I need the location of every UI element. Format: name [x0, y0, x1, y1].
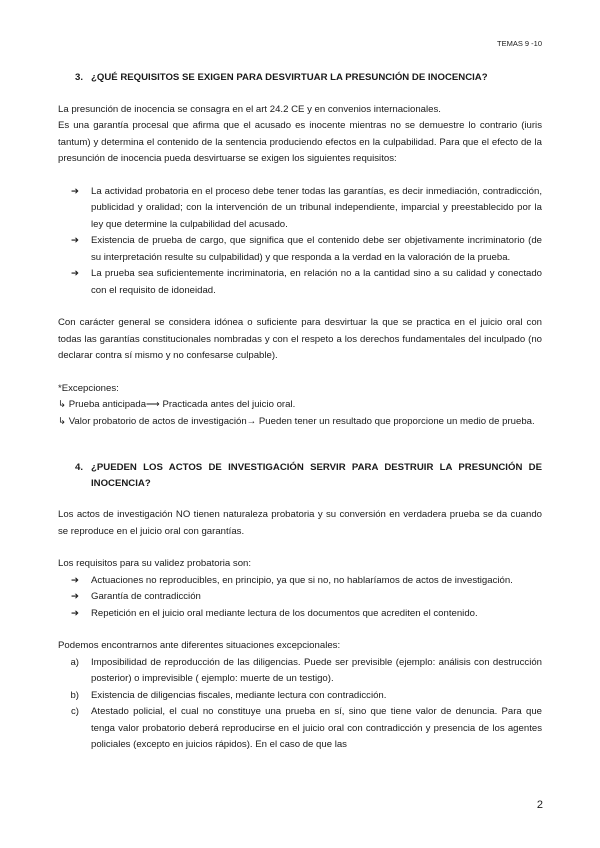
section-3-number: 3.: [74, 72, 83, 83]
page-header: TEMAS 9 -10: [496, 39, 542, 48]
list-item-text: Repetición en el juicio oral mediante lectura de los documentos que acrediten el contenido.: [91, 607, 478, 619]
arrow-bullet-icon: ➔: [70, 268, 79, 279]
list-item-text: Garantía de contradicción: [91, 591, 201, 602]
section-4-title: ¿PUEDEN LOS ACTOS DE INVESTIGACIÓN SERVIR PARA DESTRUIR LA PRESUNCIÓN DE INOCENCIA?: [91, 462, 542, 489]
list-item-text: La prueba sea suficientemente incriminatoria, en relación no a la cantidad sino a su calidad y conectado con el requisito de idoneidad.: [91, 268, 542, 296]
section-3-intro-2: Es una garantía procesal que afirma que el acusado es inocente mientras no se demuestre lo contrario (iuris tantum) y determina el contenido de la sentencia produciendo efectos en la culpabilidad. Para que el efecto de la presunción de inocencia pueda desvirtuarse se exigen los siguientes requisitos:: [58, 120, 542, 164]
section-4-situations-intro: Podemos encontrarnos ante diferentes situaciones excepcionales:: [58, 640, 341, 651]
section-3-title: ¿QUÉ REQUISITOS SE EXIGEN PARA DESVIRTUAR LA PRESUNCIÓN DE INOCENCIA?: [91, 72, 488, 83]
list-item-label: c): [71, 706, 79, 717]
list-item-text: Imposibilidad de reproducción de las diligencias. Puede ser previsible (ejemplo: análisis con destrucción posterior) o imprevisible ( ejemplo: muerte de un testigo).: [91, 656, 542, 684]
section-4-requirements-intro: Los requisitos para su validez probatoria son:: [58, 558, 252, 569]
list-item-label: a): [70, 656, 79, 668]
list-item-text: Existencia de diligencias fiscales, mediante lectura con contradicción.: [91, 689, 387, 701]
list-item: [58, 704, 542, 754]
section-3-general: Con carácter general se considera idónea o suficiente para desvirtuar la que se practica en el juicio oral con todas las garantías constitucionales nombradas y con el respeto a los derechos fundamentales del inculpado (no declarar contra sí mismo y no confesarse culpable).: [58, 317, 542, 361]
list-item-text: Existencia de prueba de cargo, que significa que el contenido debe ser objetivamente incriminatorio (de su interpretación resulte su culpabilidad) y que responda a la verdad en la valoración de la prueba.: [91, 235, 542, 263]
exceptions-title: *Excepciones:: [58, 382, 119, 394]
section-4-number: 4.: [74, 462, 83, 473]
arrow-bullet-icon: ➔: [70, 235, 79, 246]
section-4-situations-list: [58, 655, 542, 754]
list-item-text: Atestado policial, el cual no constituye una prueba en sí, sino que tiene valor de denuncia. Para que tenga valor probatorio deberá reproducirse en el juicio oral con contradicción y presencia de los agentes policiales (excepto en juicios rápidos). En el caso de que las: [91, 706, 542, 750]
page-number: 2: [536, 799, 543, 811]
list-item: [58, 589, 542, 606]
section-4-requirements-list: [58, 573, 542, 623]
section-3-intro-1: La presunción de inocencia se consagra en el art 24.2 CE y en convenios internacionales.: [58, 103, 441, 115]
exception-item: ↳ Prueba anticipada⟶ Practicada antes del juicio oral.: [58, 399, 296, 410]
list-item: [58, 266, 542, 299]
section-3-heading: [58, 70, 542, 86]
exception-item: ↳ Valor probatorio de actos de investigación→ Pueden tener un resultado que proporcione un medio de prueba.: [58, 415, 535, 427]
list-item: [58, 573, 542, 590]
list-item: [58, 233, 542, 266]
arrow-bullet-icon: ➔: [70, 607, 79, 619]
section-3-requirements-list: [58, 184, 542, 300]
section-4-intro: Los actos de investigación NO tienen naturaleza probatoria y su conversión en verdadera prueba se da cuando se reproduce en el juicio oral con garantías.: [58, 509, 542, 537]
list-item: [58, 184, 542, 234]
list-item-text: Actuaciones no reproducibles, en principio, ya que si no, no hablaríamos de actos de investigación.: [91, 574, 513, 586]
arrow-bullet-icon: ➔: [70, 185, 79, 197]
section-4-heading: [58, 460, 542, 491]
list-item: [58, 688, 542, 705]
arrow-bullet-icon: ➔: [70, 574, 79, 586]
list-item-label: b): [70, 689, 79, 701]
list-item: [58, 606, 542, 623]
page-content: [58, 70, 542, 754]
arrow-bullet-icon: ➔: [70, 591, 79, 602]
list-item-text: La actividad probatoria en el proceso debe tener todas las garantías, es decir inmediación, contradicción, publicidad y oralidad; con la intervención de un tribunal independiente, imparcial y preestablecido por la ley que determine la culpabilidad del acusado.: [91, 185, 542, 230]
list-item: [58, 655, 542, 688]
